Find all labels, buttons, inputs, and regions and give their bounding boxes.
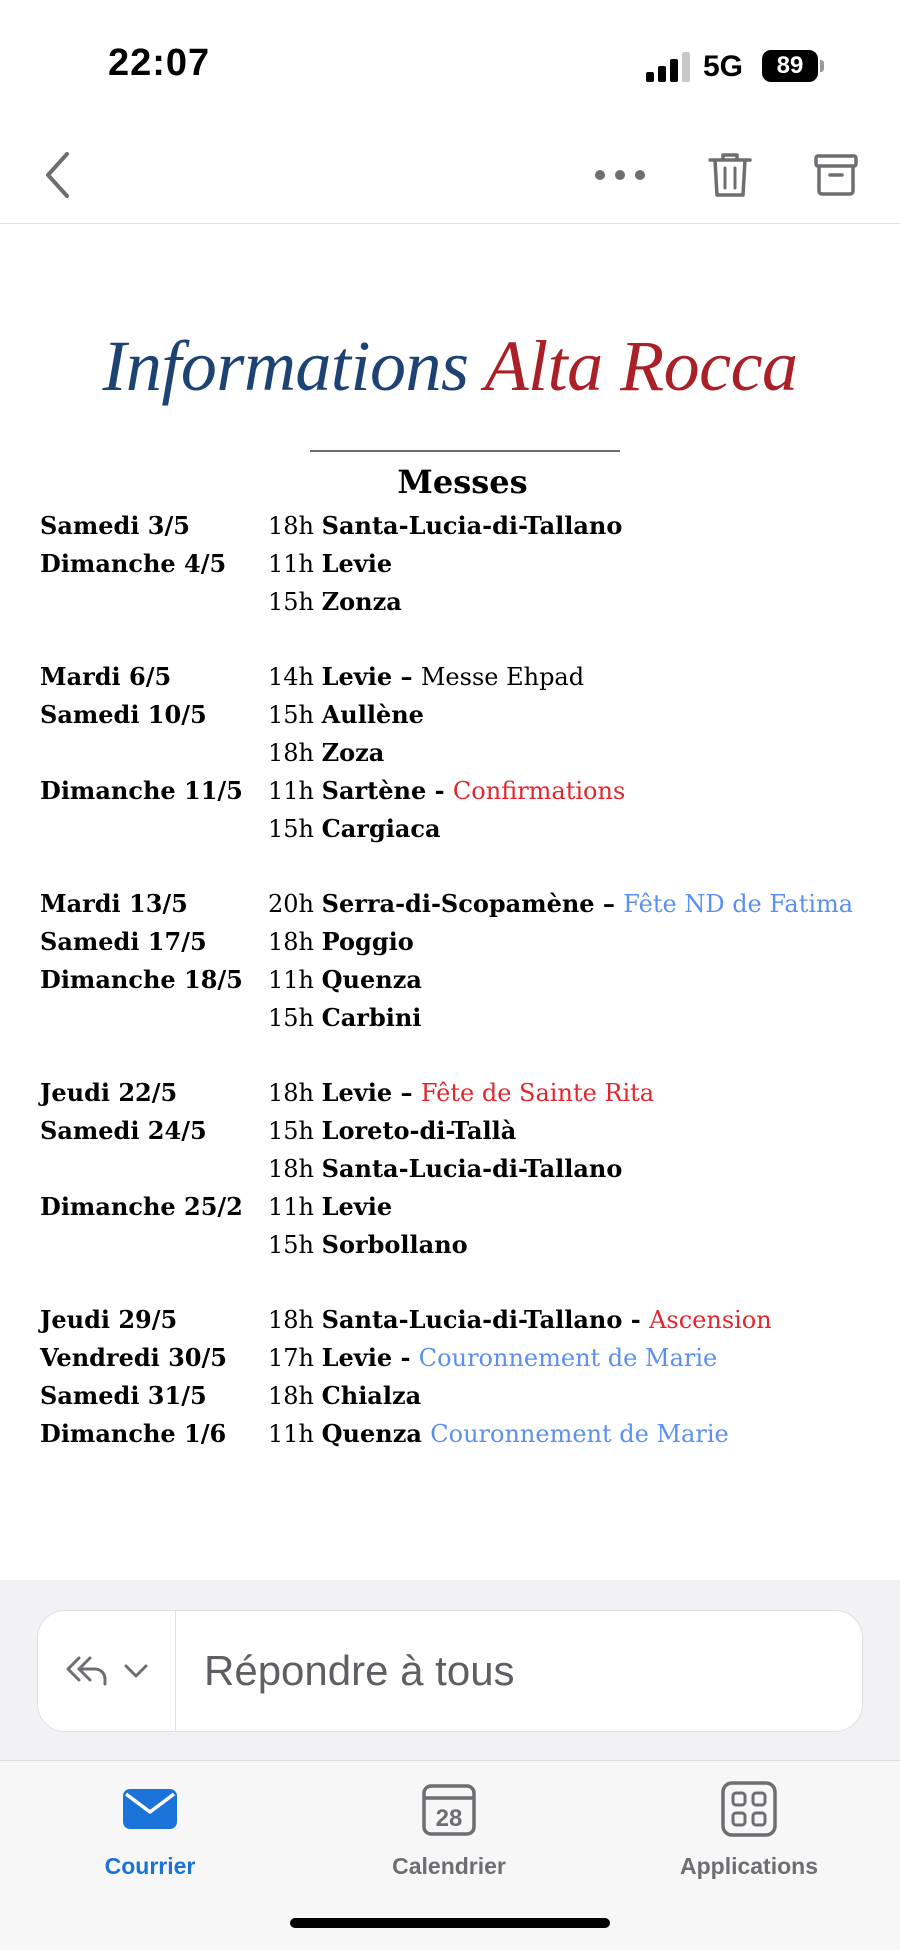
schedule-day: Samedi 17/5 [40, 927, 207, 956]
network-type: 5G [703, 50, 744, 83]
schedule-row [40, 658, 890, 696]
calendar-icon [419, 1779, 479, 1839]
schedule-place: Loreto-di-Tallà [321, 1116, 517, 1145]
ellipsis-icon [594, 169, 646, 181]
schedule-note: Messe Ehpad [420, 663, 585, 691]
tab-mail[interactable] [40, 1761, 260, 1891]
schedule-entry [268, 545, 392, 583]
schedule-place: Levie [321, 662, 393, 691]
schedule-entry [268, 999, 421, 1037]
schedule-row [40, 923, 890, 961]
schedule-hour: 11h [268, 1420, 314, 1448]
schedule-separator: - [392, 1343, 419, 1372]
schedule-entry [268, 923, 414, 961]
schedule-day: Samedi 24/5 [40, 1116, 207, 1145]
mass-schedule [40, 507, 890, 1453]
schedule-place: Zoza [321, 738, 385, 767]
schedule-row [40, 583, 890, 621]
schedule-row [40, 545, 890, 583]
schedule-hour: 11h [268, 1193, 314, 1221]
schedule-note: Ascension [649, 1306, 772, 1334]
schedule-entry [268, 772, 625, 810]
schedule-place: Levie [321, 1078, 393, 1107]
schedule-place: Quenza [321, 965, 422, 994]
schedule-row [40, 1301, 890, 1339]
schedule-note: Fête ND de Fatima [623, 890, 854, 918]
schedule-place: Zonza [321, 587, 402, 616]
message-toolbar [0, 130, 900, 224]
schedule-row [40, 810, 890, 848]
schedule-entry [268, 1301, 772, 1339]
schedule-row [40, 999, 890, 1037]
section-title: Messes [397, 463, 528, 501]
schedule-place: Poggio [321, 927, 414, 956]
schedule-place: Chialza [321, 1381, 422, 1410]
schedule-hour: 18h [268, 1306, 314, 1334]
schedule-row [40, 1226, 890, 1264]
schedule-day: Dimanche 18/5 [40, 965, 243, 994]
tab-label: Courrier [104, 1853, 196, 1879]
schedule-row [40, 1150, 890, 1188]
schedule-hour: 15h [268, 1004, 314, 1032]
schedule-hour: 18h [268, 1155, 314, 1183]
tab-calendar[interactable] [339, 1761, 559, 1891]
schedule-day: Mardi 6/5 [40, 662, 172, 691]
reply-area [0, 1580, 900, 1760]
schedule-place: Santa-Lucia-di-Tallano [321, 511, 623, 540]
back-button[interactable] [32, 140, 82, 210]
schedule-entry [268, 810, 441, 848]
schedule-hour: 18h [268, 928, 314, 956]
schedule-place: Carbini [321, 1003, 422, 1032]
schedule-day: Samedi 10/5 [40, 700, 207, 729]
schedule-separator: - [622, 1305, 650, 1334]
tab-applications[interactable] [639, 1761, 859, 1891]
schedule-entry [268, 734, 384, 772]
trash-icon [707, 150, 753, 200]
more-button[interactable] [590, 150, 650, 200]
battery-tip [820, 60, 824, 72]
schedule-row [40, 1188, 890, 1226]
schedule-day: Jeudi 22/5 [40, 1078, 178, 1107]
schedule-hour: 15h [268, 1231, 314, 1259]
schedule-entry [268, 1415, 729, 1453]
schedule-place: Levie [321, 1343, 393, 1372]
calendar-day: 28 [435, 1805, 463, 1832]
battery-indicator: 89 [762, 50, 818, 82]
schedule-entry [268, 1226, 468, 1264]
title-part-alta-rocca: Alta Rocca [484, 326, 798, 406]
schedule-row [40, 696, 890, 734]
schedule-hour: 20h [268, 890, 314, 918]
reply-all-field[interactable] [37, 1610, 863, 1732]
schedule-place: Quenza [321, 1419, 422, 1448]
schedule-note: Confirmations [452, 777, 626, 805]
schedule-hour: 18h [268, 1079, 314, 1107]
schedule-separator: - [426, 776, 453, 805]
schedule-place: Aullène [321, 700, 424, 729]
schedule-entry [268, 885, 853, 923]
schedule-entry [268, 1150, 622, 1188]
schedule-separator: – [392, 662, 421, 691]
mail-icon [120, 1779, 180, 1839]
status-time: 22:07 [108, 42, 211, 84]
schedule-day: Samedi 3/5 [40, 511, 190, 540]
schedule-place: Sorbollano [321, 1230, 468, 1259]
schedule-entry [268, 1074, 654, 1112]
schedule-day: Dimanche 25/2 [40, 1192, 243, 1221]
schedule-row [40, 885, 890, 923]
schedule-entry [268, 507, 622, 545]
schedule-hour: 18h [268, 1382, 314, 1410]
archive-icon [813, 153, 859, 197]
apps-grid-icon [719, 1779, 779, 1839]
schedule-place: Cargiaca [321, 814, 441, 843]
schedule-hour: 15h [268, 588, 314, 616]
schedule-entry [268, 658, 584, 696]
schedule-hour: 15h [268, 1117, 314, 1145]
schedule-row [40, 507, 890, 545]
schedule-place: Levie [321, 549, 393, 578]
schedule-hour: 18h [268, 739, 314, 767]
schedule-day: Dimanche 1/6 [40, 1419, 227, 1448]
signal-strength-icon [646, 52, 690, 82]
schedule-row [40, 1339, 890, 1377]
schedule-entry [268, 696, 424, 734]
title-part-informations: Informations [102, 326, 469, 406]
status-bar [0, 0, 900, 120]
schedule-place: Serra-di-Scopamène [321, 889, 595, 918]
schedule-row [40, 961, 890, 999]
schedule-entry [268, 1188, 392, 1226]
schedule-row [40, 1377, 890, 1415]
tab-label: Calendrier [392, 1853, 506, 1879]
schedule-place: Santa-Lucia-di-Tallano [321, 1305, 623, 1334]
schedule-note: Couronnement de Marie [430, 1420, 729, 1448]
schedule-hour: 11h [268, 966, 314, 994]
schedule-row [40, 1112, 890, 1150]
schedule-row [40, 1074, 890, 1112]
reply-all-icon [65, 1654, 109, 1688]
schedule-separator: – [594, 889, 624, 918]
schedule-row [40, 772, 890, 810]
newsletter-title [0, 325, 900, 408]
schedule-hour: 18h [268, 512, 314, 540]
schedule-hour: 11h [268, 550, 314, 578]
schedule-entry [268, 961, 422, 999]
schedule-entry [268, 1112, 516, 1150]
schedule-row [40, 1415, 890, 1453]
schedule-hour: 17h [268, 1344, 314, 1372]
schedule-separator [422, 1419, 430, 1448]
delete-button[interactable] [700, 145, 760, 205]
schedule-entry [268, 1377, 421, 1415]
schedule-day: Samedi 31/5 [40, 1381, 207, 1410]
tab-label: Applications [679, 1853, 818, 1879]
home-indicator [290, 1918, 610, 1928]
schedule-day: Jeudi 29/5 [40, 1305, 178, 1334]
chevron-left-icon [42, 150, 72, 200]
schedule-entry [268, 583, 402, 621]
schedule-hour: 11h [268, 777, 314, 805]
chevron-down-icon [123, 1663, 149, 1679]
schedule-place: Levie [321, 1192, 393, 1221]
schedule-day: Mardi 13/5 [40, 889, 188, 918]
schedule-day: Dimanche 11/5 [40, 776, 243, 805]
schedule-hour: 15h [268, 701, 314, 729]
schedule-place: Santa-Lucia-di-Tallano [321, 1154, 623, 1183]
title-divider [310, 450, 620, 452]
schedule-entry [268, 1339, 717, 1377]
schedule-row [40, 734, 890, 772]
schedule-day: Vendredi 30/5 [40, 1343, 227, 1372]
schedule-place: Sartène [321, 776, 427, 805]
schedule-note: Fête de Sainte Rita [420, 1079, 655, 1107]
schedule-note: Couronnement de Marie [418, 1344, 718, 1372]
schedule-hour: 14h [268, 663, 314, 691]
email-body [0, 225, 900, 1580]
schedule-separator: – [392, 1078, 421, 1107]
archive-button[interactable] [806, 145, 866, 205]
schedule-day: Dimanche 4/5 [40, 549, 227, 578]
reply-options-button[interactable] [38, 1611, 176, 1731]
schedule-hour: 15h [268, 815, 314, 843]
reply-all-label: Répondre à tous [204, 1647, 515, 1694]
